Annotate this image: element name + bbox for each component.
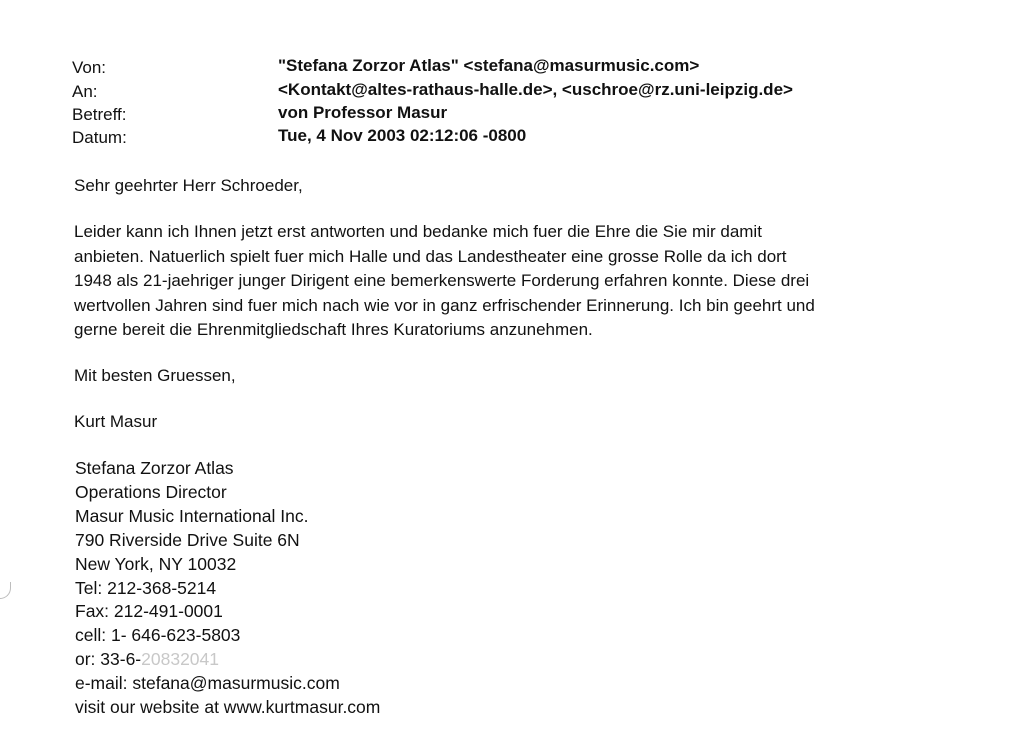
signature-address-1: 790 Riverside Drive Suite 6N [75,529,300,550]
from-value: "Stefana Zorzor Atlas" <stefana@masurmusic.com> [278,56,700,75]
body-line: anbieten. Natuerlich spielt fuer mich Halle und das Landestheater eine grosse Rolle da ich dort [74,246,787,266]
signature-block [75,457,380,720]
to-value: <Kontakt@altes-rathaus-halle.de>, <uschroe@rz.uni-leipzig.de> [278,80,793,99]
signature-cell: cell: 1- 646-623-5803 [75,625,241,646]
body-paragraph [74,220,1004,343]
signature-title: Operations Director [75,481,227,502]
signature-website: visit our website at www.kurtmasur.com [75,697,381,718]
body-line: wertvollen Jahren sind fuer mich nach wie vor in ganz erfrischender Erinnerung. Ich bin geehrt und [74,295,815,315]
subject-value: von Professor Masur [278,103,448,122]
sender-name: Kurt Masur [74,412,158,431]
signature-company: Masur Music International Inc. [75,505,309,526]
greeting: Sehr geehrter Herr Schroeder, [74,176,303,195]
header-date-row [72,128,972,152]
signature-address-2: New York, NY 10032 [75,553,237,574]
header-from-row [72,58,972,82]
subject-label: Betreff: [72,105,127,124]
to-label: An: [72,82,98,101]
body-line: 1948 als 21-jaehriger junger Dirigent eine bemerkenswerte Forderung erfahren konnte. Diese drei [74,271,810,291]
header-to-row [72,82,972,106]
other-phone-prefix: or: 33-6- [75,649,142,670]
signature-tel: Tel: 212-368-5214 [75,577,217,598]
date-value: Tue, 4 Nov 2003 02:12:06 -0800 [278,126,527,145]
date-label: Datum: [72,128,127,147]
other-phone-suffix: 20832041 [141,649,220,670]
body-line: gerne bereit die Ehrenmitgliedschaft Ihres Kuratoriums anzunehmen. [74,320,593,340]
body-line: Leider kann ich Ihnen jetzt erst antworten und bedanke mich fuer die Ehre die Sie mir damit [74,222,762,241]
signature-fax: Fax: 212-491-0001 [75,601,223,622]
signature-other-phone [75,648,380,672]
from-label: Von: [72,58,107,77]
page-edge-mark [0,582,11,599]
signature-email: e-mail: stefana@masurmusic.com [75,673,340,694]
signature-name: Stefana Zorzor Atlas [75,458,234,478]
closing: Mit besten Gruessen, [74,366,236,385]
